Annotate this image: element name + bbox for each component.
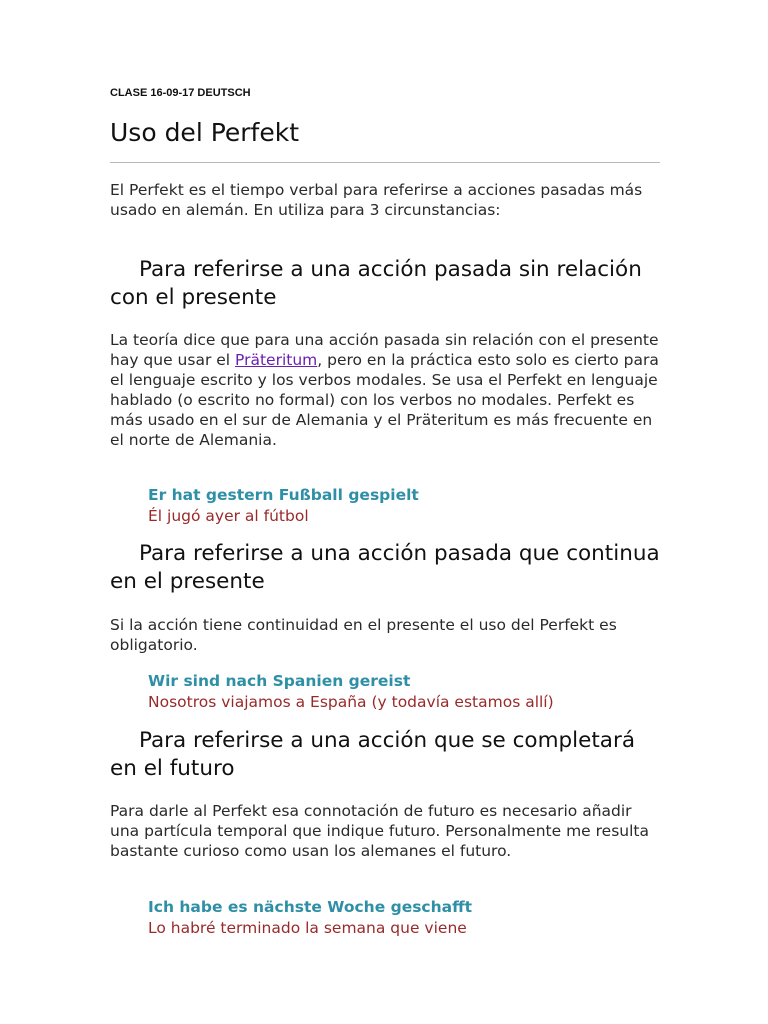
title-divider — [110, 162, 660, 163]
prateritum-link[interactable]: Präteritum — [235, 351, 318, 369]
intro-paragraph: El Perfekt es el tiempo verbal para referirse a acciones pasadas más usado en alemán. En utiliza para 3 circunstancias: — [110, 181, 643, 219]
section-heading-1: Para referirse a una acción pasada sin relación con el presente — [110, 257, 642, 310]
section-heading-2: Para referirse a una acción pasada que continua en el presente — [110, 541, 660, 594]
section-paragraph-2: Si la acción tiene continuidad en el presente el uso del Perfekt es obligatorio. — [110, 616, 617, 654]
example-german: Ich habe es nächste Woche geschafft — [148, 898, 473, 916]
section-paragraph-1 — [110, 330, 660, 450]
section-heading-3: Para referirse a una acción que se completará en el futuro — [110, 728, 635, 781]
example-german: Wir sind nach Spanien gereist — [148, 672, 411, 690]
example-spanish: Él jugó ayer al fútbol — [148, 507, 309, 525]
example-2 — [148, 671, 648, 713]
example-german: Er hat gestern Fußball gespielt — [148, 486, 419, 504]
section-paragraph-1-text-after: , pero en la práctica esto solo es cierto para el lenguaje escrito y los verbos modales. Se usa el Perfekt en lenguaje hablado (o escrito no formal) con los verbos no modales. Perfekt es más usado en el sur de Alemania y el Präteritum es más frecuente en el norte de Alemania. — [110, 351, 659, 449]
class-label: CLASE 16-09-17 DEUTSCH — [110, 87, 251, 99]
section-paragraph-1-text-before: La teoría dice que para una acción pasada sin relación con el presente hay que usar el — [110, 331, 659, 369]
example-1 — [148, 485, 648, 527]
example-spanish: Lo habré terminado la semana que viene — [148, 919, 467, 937]
section-paragraph-3: Para darle al Perfekt esa connotación de futuro es necesario añadir una partícula temporal que indique futuro. Personalmente me resulta bastante curioso como usan los alemanes el futuro. — [110, 802, 649, 860]
example-3 — [148, 897, 648, 939]
page-title: Uso del Perfekt — [110, 118, 300, 147]
example-spanish: Nosotros viajamos a España (y todavía estamos allí) — [148, 693, 554, 711]
